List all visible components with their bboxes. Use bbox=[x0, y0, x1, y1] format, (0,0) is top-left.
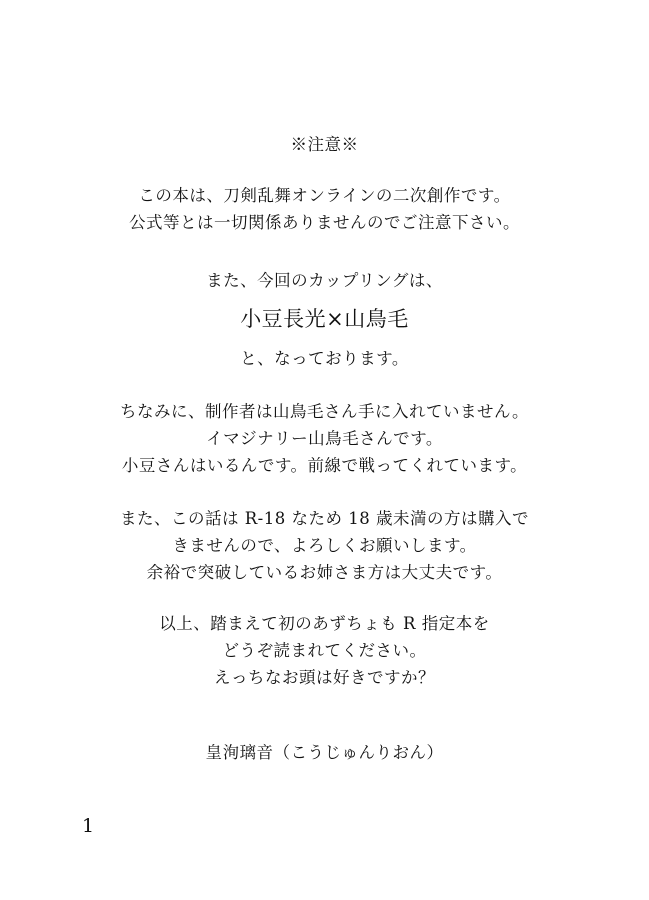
coupling-outro: と、なっております。 bbox=[240, 349, 409, 368]
paragraph-disclaimer-line-2: 公式等とは一切関係ありませんのでご注意下さい。 bbox=[129, 213, 520, 232]
paragraph-author-note-line-1: ちなみに、制作者は山鳥毛さん手に入れていません。 bbox=[120, 402, 529, 421]
paragraph-disclaimer-line-1: この本は、刀剣乱舞オンラインの二次創作です。 bbox=[138, 186, 511, 205]
paragraph-age-warning-line-1: また、この話は R-18 なため 18 歳未満の方は購入で bbox=[120, 509, 529, 528]
paragraph-closing-line-1: 以上、踏まえて初のあずちょも R 指定本を bbox=[159, 614, 490, 633]
paragraph-closing-line-2: どうぞ読まれてください。 bbox=[222, 641, 427, 660]
paragraph-author-note-line-3: 小豆さんはいるんです。前線で戦ってくれています。 bbox=[121, 456, 528, 475]
notice-heading: ※注意※ bbox=[290, 135, 359, 154]
paragraph-author-note-line-2: イマジナリー山鳥毛さんです。 bbox=[206, 429, 443, 448]
coupling-pairing: 小豆長光×山鳥毛 bbox=[240, 307, 409, 331]
paragraph-age-warning-line-2: きませんので、よろしくお願いします。 bbox=[172, 536, 477, 555]
paragraph-age-warning-line-3: 余裕で突破しているお姉さま方は大丈夫です。 bbox=[146, 563, 503, 582]
coupling-intro: また、今回のカップリングは、 bbox=[206, 271, 443, 290]
author-name: 皇洵璃音（こうじゅんりおん） bbox=[205, 743, 444, 762]
paragraph-closing-line-3: えっちなお頭は好きですか？ bbox=[214, 668, 435, 687]
page-number: 1 bbox=[82, 815, 95, 837]
